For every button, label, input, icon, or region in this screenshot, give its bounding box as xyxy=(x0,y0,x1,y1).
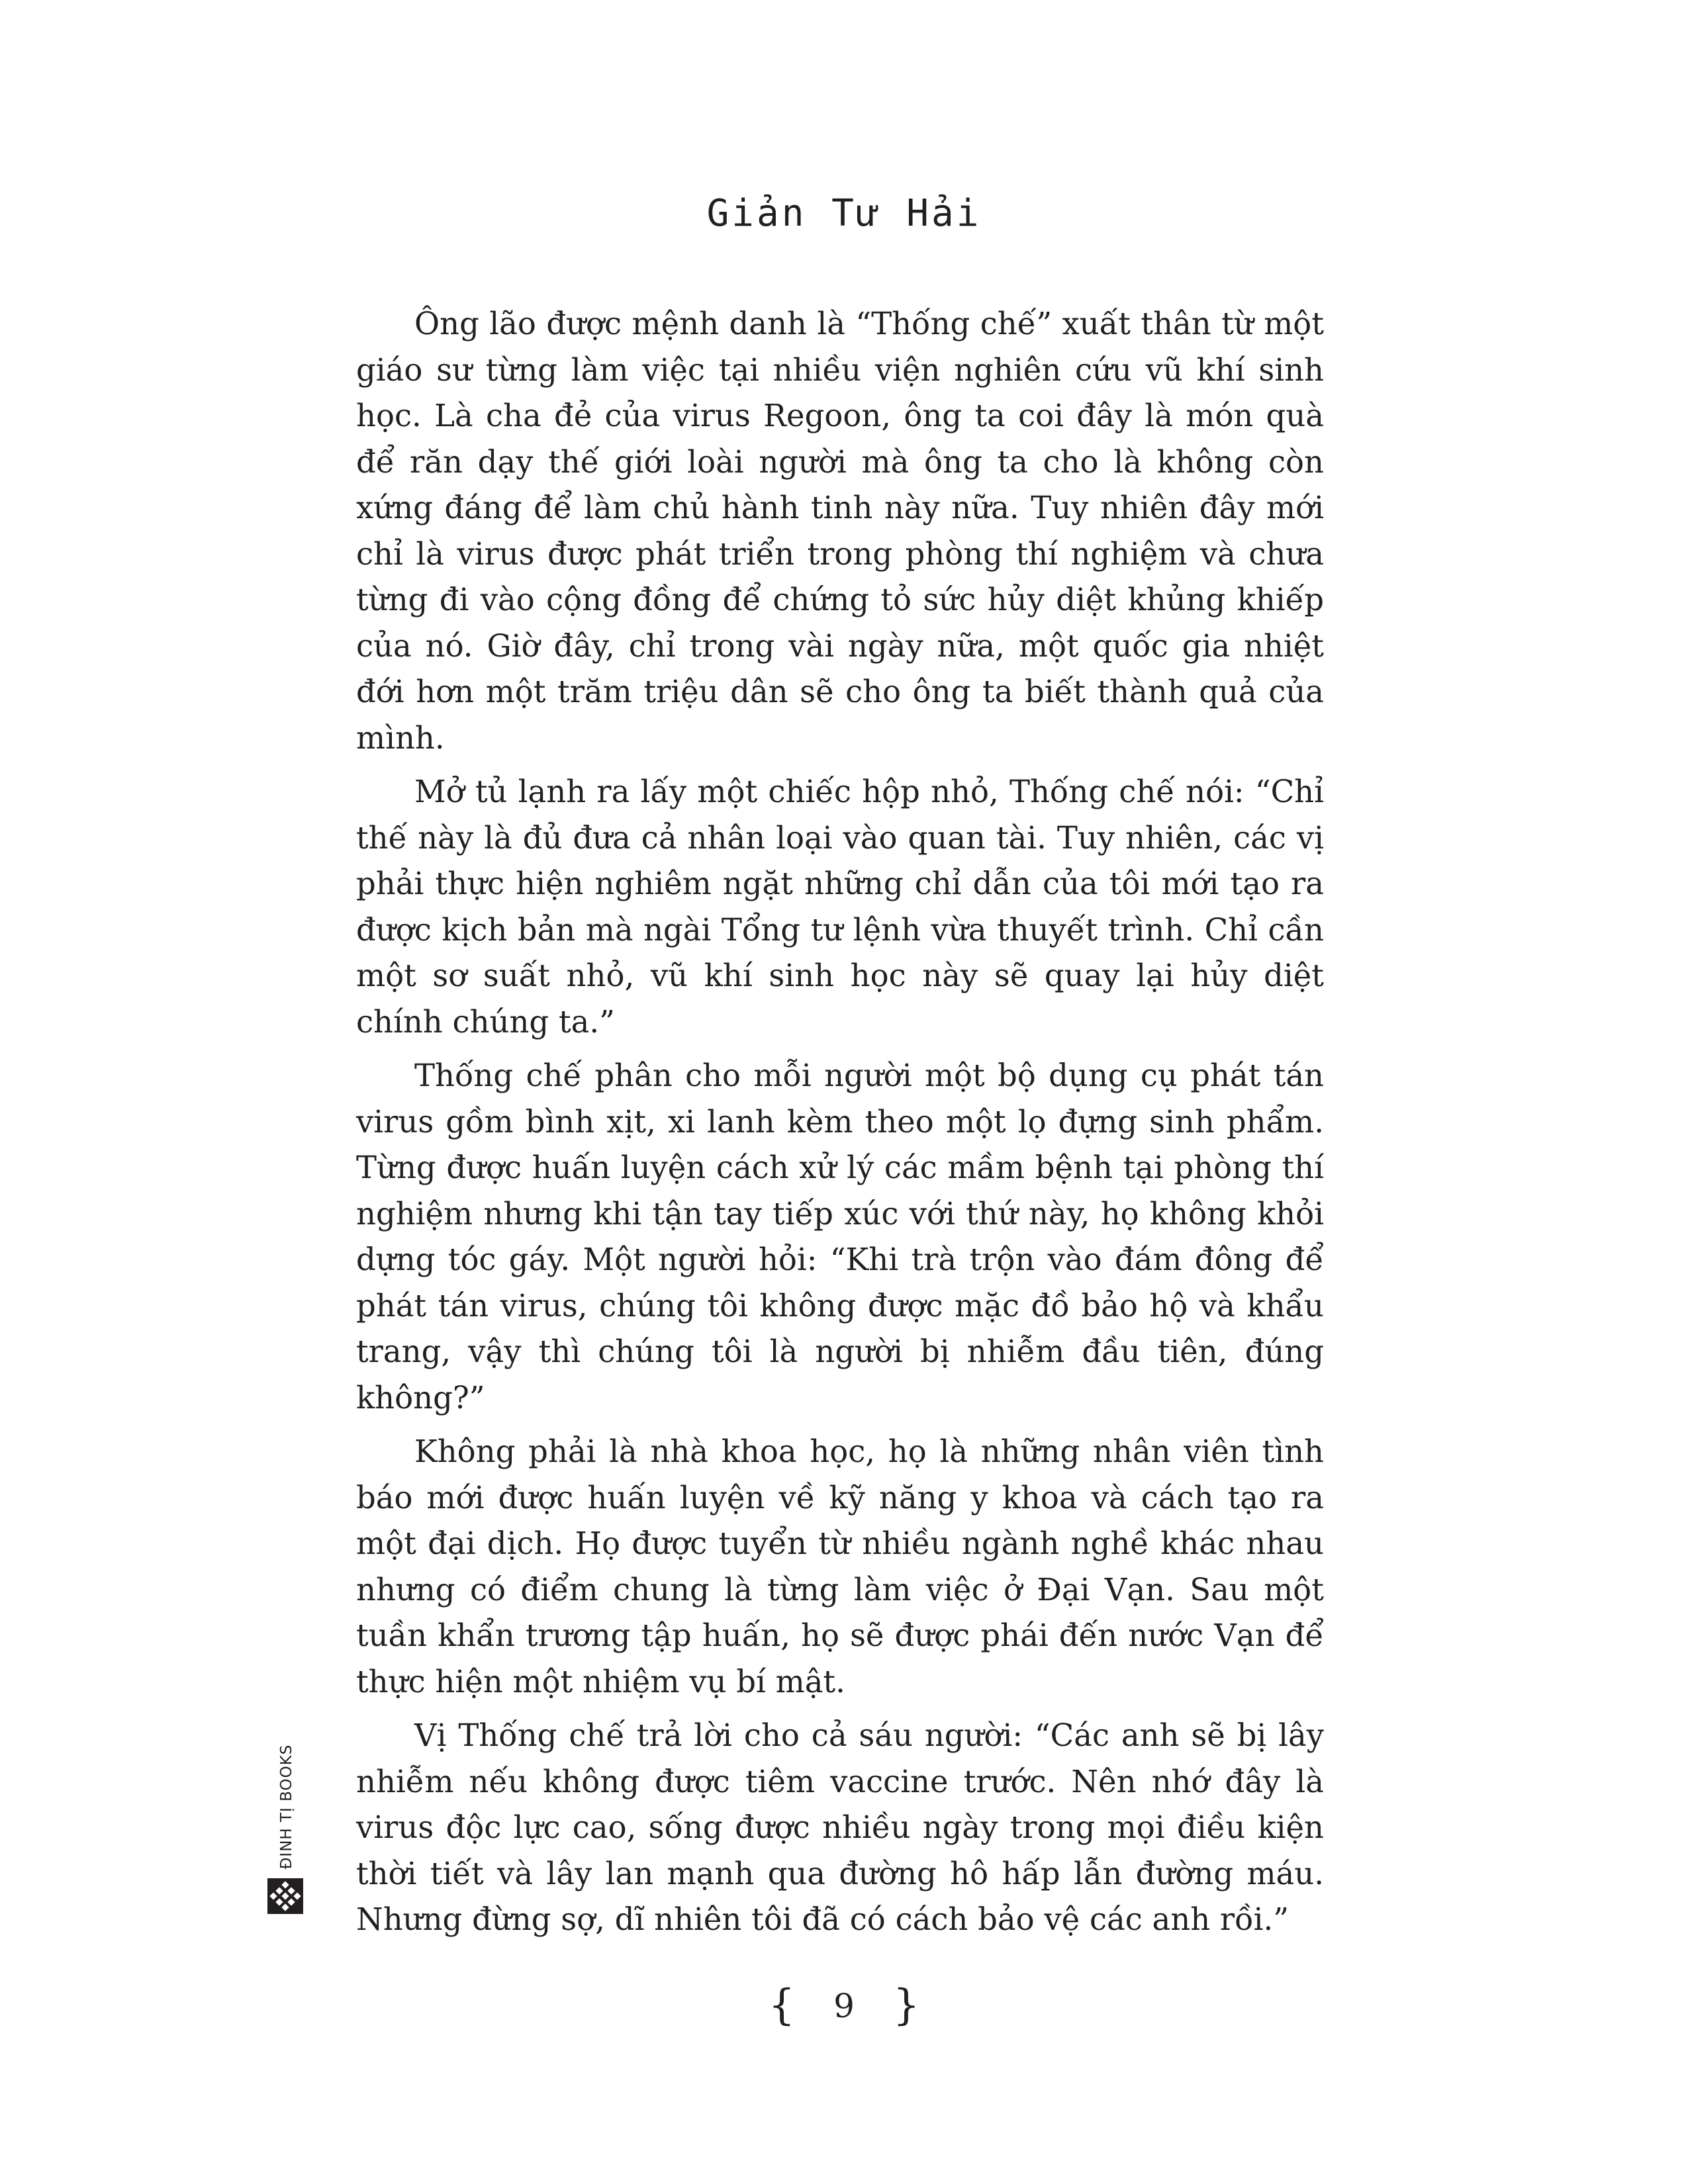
paragraph: Vị Thống chế trả lời cho cả sáu người: “Các anh sẽ bị lây nhiễm nếu không được tiêm vaccine trước. Nên nhớ đây là virus độc lực cao, sống được nhiều ngày trong mọi điều kiện thời tiết và lây lan mạnh qua đường hô hấp lẫn đường máu. Nhưng đừng sợ, dĩ nhiên tôi đã có cách bảo vệ các anh rồi.” xyxy=(356,1717,1324,1937)
page-number xyxy=(0,1979,1688,2028)
running-header: Giản Tư Hải xyxy=(706,192,982,235)
paragraph: Mở tủ lạnh ra lấy một chiếc hộp nhỏ, Thống chế nói: “Chỉ thế này là đủ đưa cả nhân loại vào quan tài. Tuy nhiên, các vị phải thực hiện nghiêm ngặt những chỉ dẫn của tôi mới tạo ra được kịch bản mà ngài Tổng tư lệnh vừa thuyết trình. Chỉ cần một sơ suất nhỏ, vũ khí sinh học này sẽ quay lại hủy diệt chính chúng ta.” xyxy=(356,774,1324,1040)
dinh-ti-logo-icon xyxy=(267,1878,303,1914)
paragraph: Ông lão được mệnh danh là “Thống chế” xuất thân từ một giáo sư từng làm việc tại nhiều viện nghiên cứu vũ khí sinh học. Là cha đẻ của virus Regoon, ông ta coi đây là món quà để răn dạy thế giới loài người mà ông ta cho là không còn xứng đáng để làm chủ hành tinh này nữa. Tuy nhiên đây mới chỉ là virus được phát triển trong phòng thí nghiệm và chưa từng đi vào cộng đồng để chứng tỏ sức hủy diệt khủng khiếp của nó. Giờ đây, chỉ trong vài ngày nữa, một quốc gia nhiệt đới hơn một trăm triệu dân sẽ cho ông ta biết thành quả của mình. xyxy=(356,306,1324,756)
body-text xyxy=(356,301,1324,1951)
open-brace: { xyxy=(768,1981,796,2030)
page-number-value: 9 xyxy=(833,1987,855,2025)
publisher-mark xyxy=(265,1741,311,1919)
publisher-name: ĐINH TỊ BOOKS xyxy=(278,1744,295,1870)
close-brace: } xyxy=(892,1981,920,2030)
paragraph: Không phải là nhà khoa học, họ là những nhân viên tình báo mới được huấn luyện về kỹ năng y khoa và cách tạo ra một đại dịch. Họ được tuyển từ nhiều ngành nghề khác nhau nhưng có điểm chung là từng làm việc ở Đại Vạn. Sau một tuần khẩn trương tập huấn, họ sẽ được phái đến nước Vạn để thực hiện một nhiệm vụ bí mật. xyxy=(356,1433,1324,1700)
paragraph: Thống chế phân cho mỗi người một bộ dụng cụ phát tán virus gồm bình xịt, xi lanh kèm theo một lọ đựng sinh phẩm. Từng được huấn luyện cách xử lý các mầm bệnh tại phòng thí nghiệm nhưng khi tận tay tiếp xúc với thứ này, họ không khỏi dựng tóc gáy. Một người hỏi: “Khi trà trộn vào đám đông để phát tán virus, chúng tôi không được mặc đồ bảo hộ và khẩu trang, vậy thì chúng tôi là người bị nhiễm đầu tiên, đúng không?” xyxy=(356,1058,1324,1416)
